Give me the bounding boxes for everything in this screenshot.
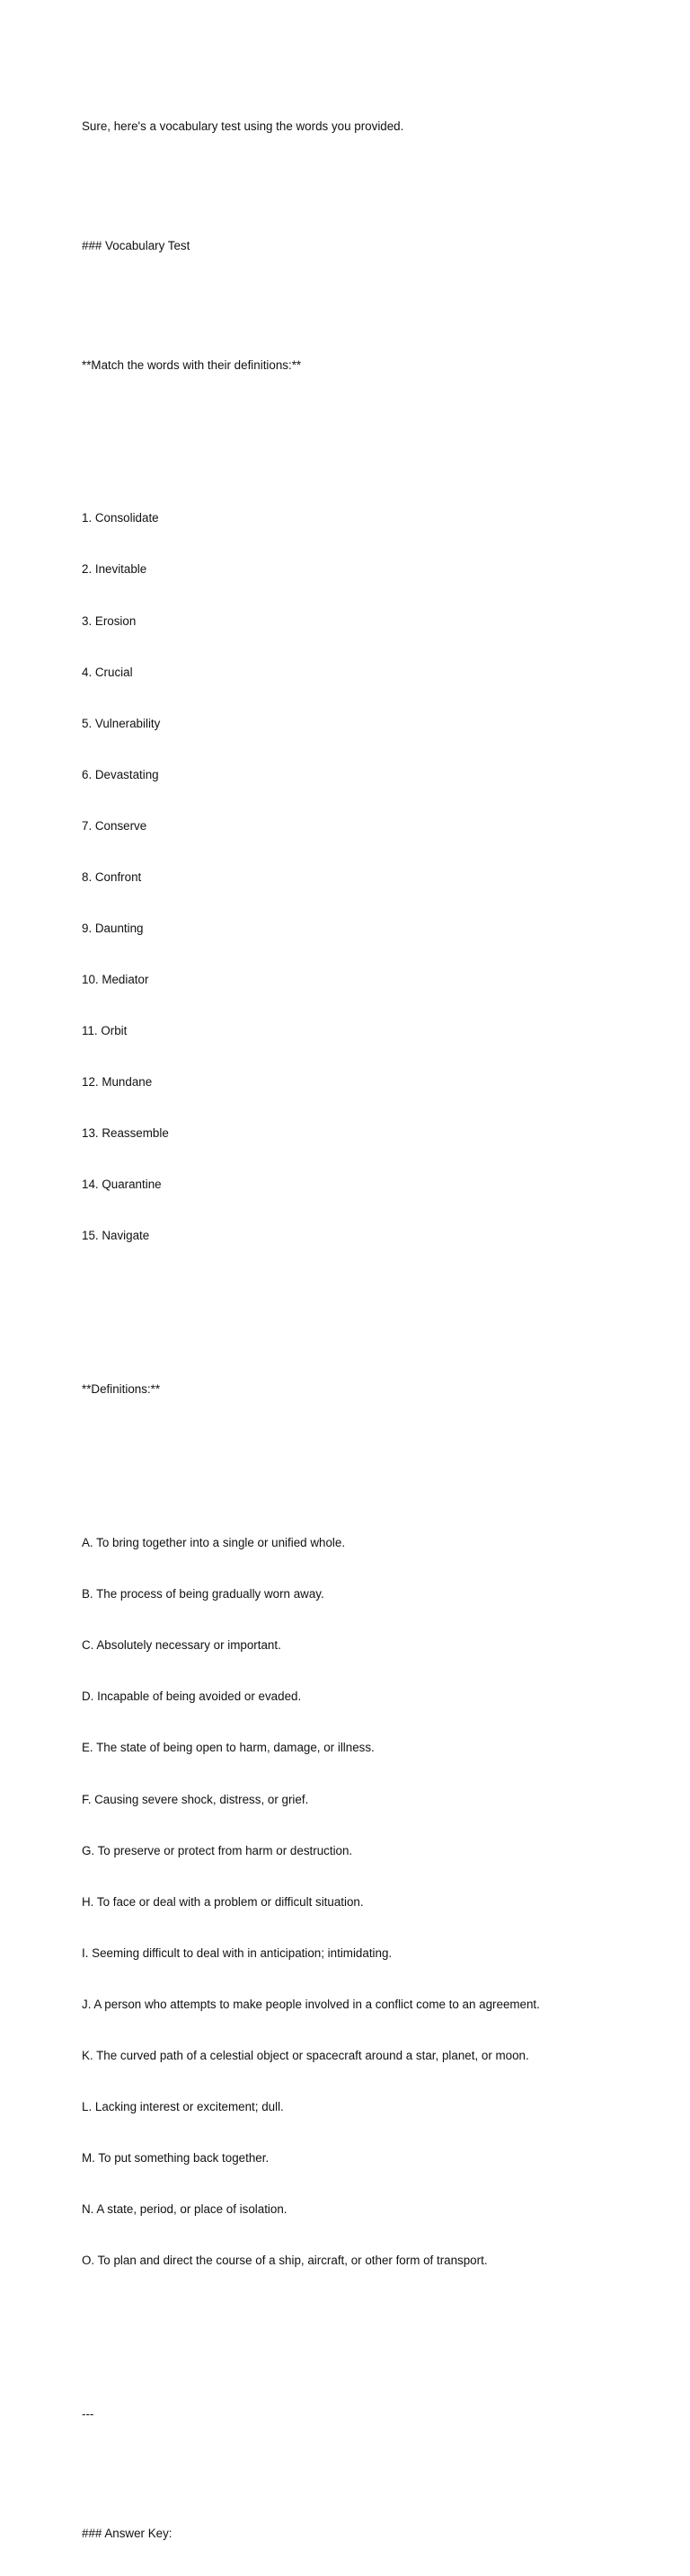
word-item: 12. Mundane [82,1075,153,1090]
definition-item: H. To face or deal with a problem or difficult situation. [82,1894,364,1909]
word-item: 14. Quarantine [82,1178,162,1192]
document-body [82,84,657,2576]
word-item: 8. Confront [82,869,142,884]
word-item: 4. Crucial [82,665,133,679]
word-item: 13. Reassemble [82,1126,169,1141]
definition-item: K. The curved path of a celestial object or spacecraft around a star, planet, or moon. [82,2048,529,2062]
definition-item: L. Lacking interest or excitement; dull. [82,2100,284,2114]
intro-text: Sure, here's a vocabulary test using the words you provided. [82,119,404,133]
definition-item: D. Incapable of being avoided or evaded. [82,1689,302,1704]
word-item: 9. Daunting [82,922,144,936]
definition-item: B. The process of being gradually worn away. [82,1587,324,1601]
instruction-text: **Match the words with their definitions:** [82,357,302,372]
definition-item: F. Causing severe shock, distress, or grief. [82,1792,309,1806]
spacer [82,408,657,425]
word-item: 3. Erosion [82,613,137,628]
definition-item: M. To put something back together. [82,2151,270,2166]
word-item: 10. Mediator [82,973,149,987]
spacer [82,288,657,305]
definition-list [82,1500,657,2303]
spacer [82,169,657,186]
definition-item: J. A person who attempts to make people involved in a conflict come to an agreement. [82,1997,540,2011]
word-item: 15. Navigate [82,1229,150,1243]
definition-item: N. A state, period, or place of isolation. [82,2202,288,2217]
spacer [82,1432,657,1449]
definition-item: C. Absolutely necessary or important. [82,1638,281,1653]
spacer [82,2337,657,2354]
definition-item: I. Seeming difficult to deal with in anticipation; intimidating. [82,1945,393,1960]
separator: --- [82,2407,94,2422]
word-item: 5. Vulnerability [82,716,161,730]
word-item: 6. Devastating [82,767,159,781]
definition-item: A. To bring together into a single or unified whole. [82,1536,346,1550]
definition-item: G. To preserve or protect from harm or destruction. [82,1843,353,1857]
spacer [82,1313,657,1330]
definitions-heading: **Definitions:** [82,1382,161,1397]
word-list [82,475,657,1278]
word-item: 7. Conserve [82,818,147,833]
definition-item: E. The state of being open to harm, damage, or illness. [82,1741,375,1755]
word-item: 11. Orbit [82,1024,128,1038]
word-item: 2. Inevitable [82,562,147,577]
spacer [82,2457,657,2474]
definition-item: O. To plan and direct the course of a ship, aircraft, or other form of transport. [82,2254,488,2268]
answer-key-heading: ### Answer Key: [82,2526,172,2540]
word-item: 1. Consolidate [82,511,159,525]
test-heading: ### Vocabulary Test [82,238,190,252]
